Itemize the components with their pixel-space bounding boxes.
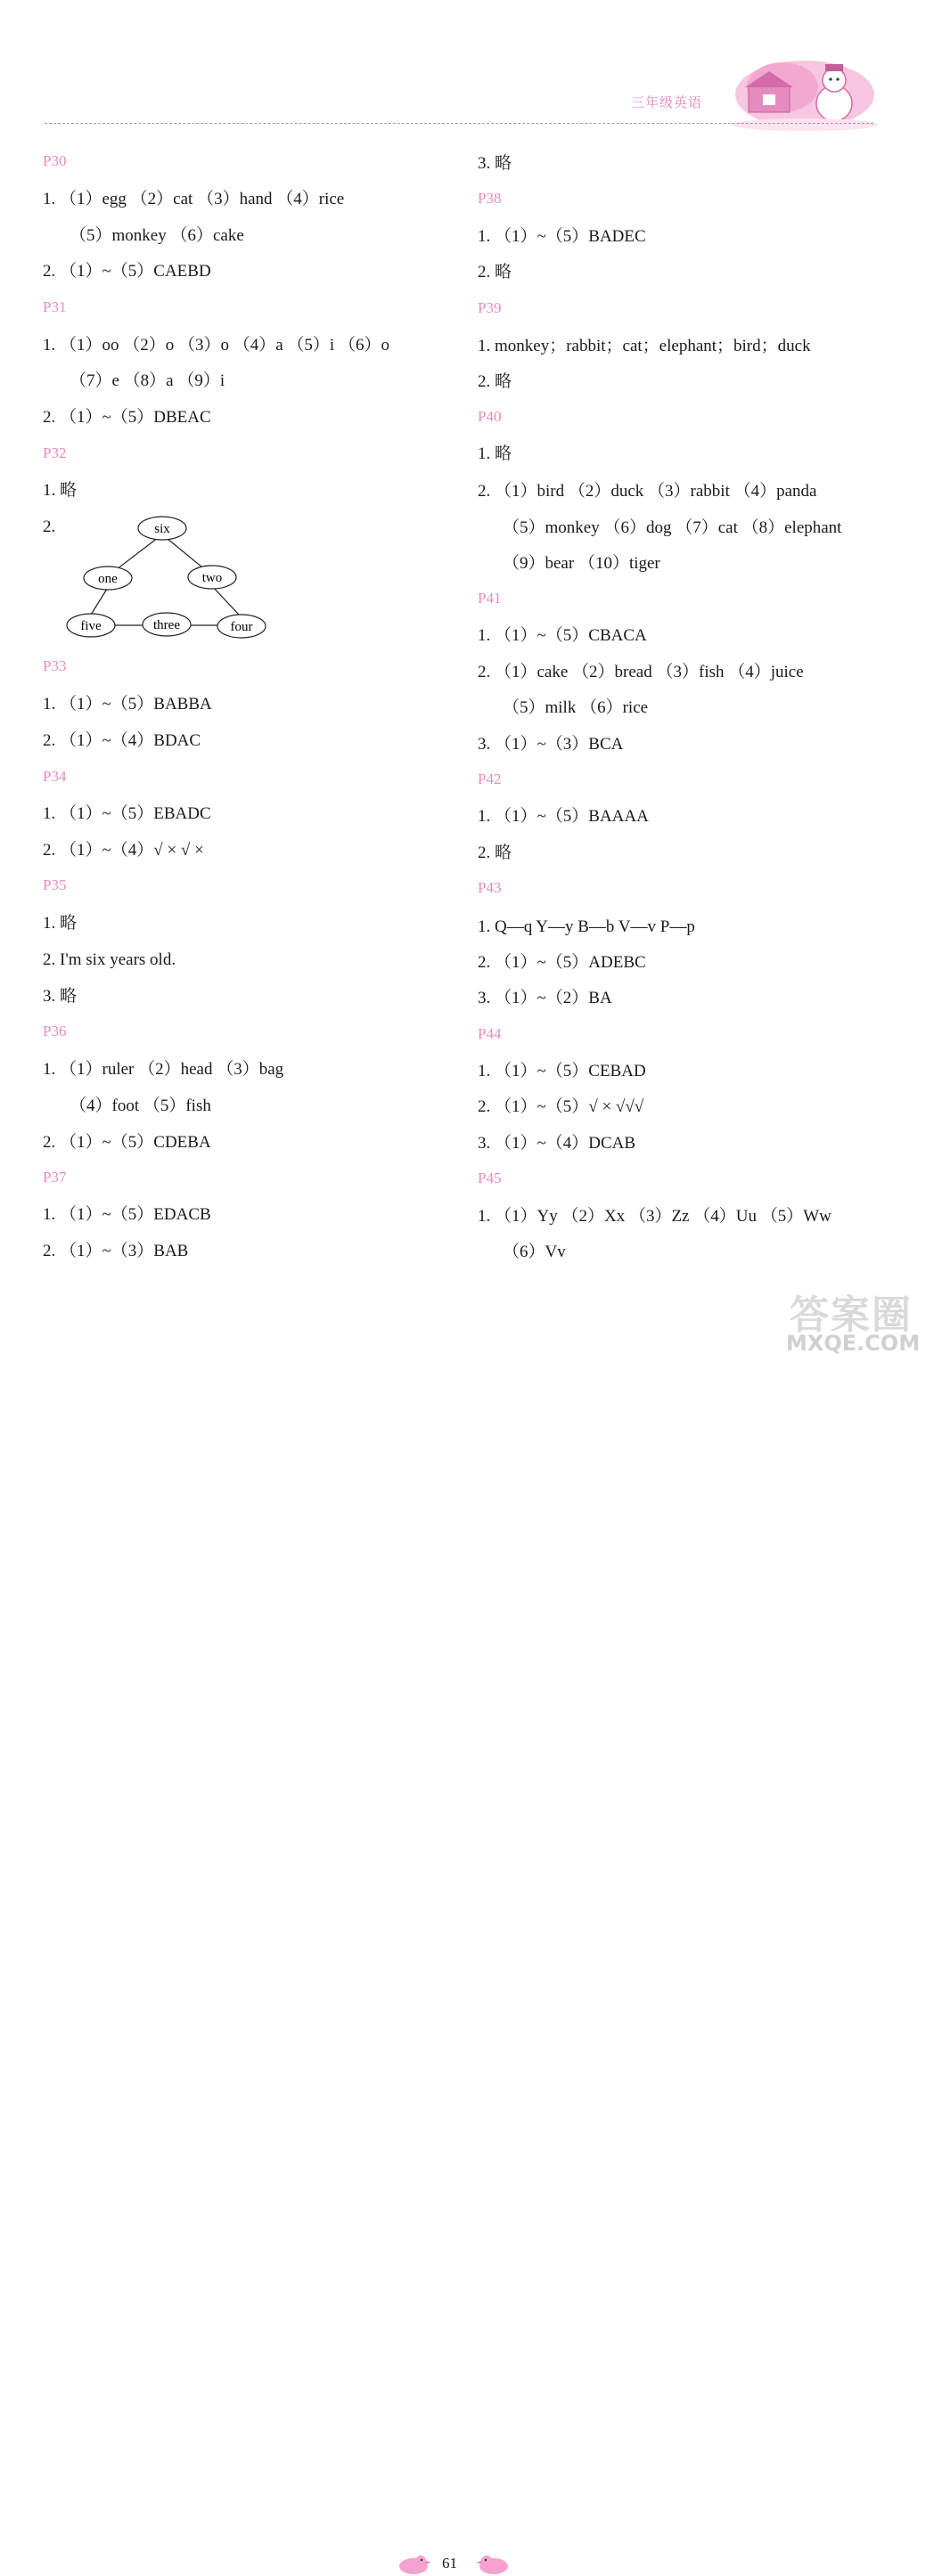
svg-text:one: one <box>98 572 118 586</box>
answer-line: （9）bear （10）tiger <box>503 554 660 573</box>
watermark-url: MXQE.COM <box>786 1331 921 1356</box>
answer-line: 2. （1）cake （2）bread （3）fish （4）juice <box>478 663 804 681</box>
page-section-label: P45 <box>478 1170 502 1186</box>
answer-line: 1. 略 <box>43 481 78 500</box>
snowman-house-illustration <box>729 52 881 132</box>
page-section-label: P36 <box>43 1023 67 1039</box>
answer-line: 2. （1）~（5）ADEBC <box>478 953 646 972</box>
page-section-label: P31 <box>43 298 67 315</box>
answer-line: 2. 略 <box>478 844 512 862</box>
page-section-label: P44 <box>478 1025 502 1042</box>
page-section-label: P34 <box>43 768 67 785</box>
answer-line: 1. monkey；rabbit；cat；elephant；bird；duck <box>478 337 811 355</box>
page-section-label: P40 <box>478 408 502 425</box>
answer-line: 2. （1）~（5）√ × √√√ <box>478 1097 644 1116</box>
answer-line: 1. （1）egg （2）cat （3）hand （4）rice <box>43 190 345 208</box>
answer-line: 3. （1）~（4）DCAB <box>478 1134 636 1153</box>
answer-line: （5）milk （6）rice <box>503 698 649 717</box>
answer-line: 2. （1）~（5）CAEBD <box>43 262 211 281</box>
answer-line: 3. 略 <box>43 987 78 1006</box>
watermark-text: 答案圈 <box>790 1292 913 1338</box>
book-title: 三年级英语 <box>631 94 703 110</box>
answer-line: 1. 略 <box>43 914 78 933</box>
answer-line: （4）foot （5）fish <box>70 1096 211 1115</box>
answer-line: 2. （1）bird （2）duck （3）rabbit （4）panda <box>478 482 817 501</box>
svg-text:three: three <box>153 618 180 632</box>
answer-line: 2. （1）~（4）BDAC <box>43 731 201 750</box>
svg-text:four: four <box>230 620 253 634</box>
svg-text:two: two <box>201 571 223 585</box>
answer-line: 2. I'm six years old. <box>43 950 176 969</box>
answer-line: 1. （1）~（5）CBACA <box>478 626 647 645</box>
site-watermark <box>784 1283 936 1357</box>
answer-line: 2. （1）~（4）√ × √ × <box>43 841 204 860</box>
answer-line: （6）Vv <box>503 1243 566 1261</box>
diagram-node-two <box>188 566 236 589</box>
page-section-label: P37 <box>43 1169 67 1186</box>
answer-line: 1. （1）oo （2）o （3）o （4）a （5）i （6）o <box>43 336 389 355</box>
svg-text:five: five <box>80 619 102 633</box>
answer-line: 1. （1）ruler （2）head （3）bag <box>43 1060 284 1079</box>
answer-line: 1. （1）~（5）BAAAA <box>478 807 649 826</box>
answer-line: 2. <box>43 518 56 536</box>
diagram-node-three <box>143 613 191 636</box>
page-section-label: P30 <box>43 152 67 169</box>
answer-line: 2. 略 <box>478 372 512 391</box>
answer-line: 3. 略 <box>478 154 512 173</box>
page-header <box>0 0 942 134</box>
number-triangle-diagram <box>64 515 271 641</box>
page-section-label: P32 <box>43 444 67 461</box>
answer-line: 2. （1）~（5）DBEAC <box>43 408 211 427</box>
answer-line: 1. （1）Yy （2）Xx （3）Zz （4）Uu （5）Ww <box>478 1207 831 1226</box>
diagram-node-one <box>84 567 132 590</box>
answer-line: 3. （1）~（3）BCA <box>478 735 624 754</box>
page-section-label: P35 <box>43 876 67 893</box>
answer-line: 1. （1）~（5）BABBA <box>43 695 212 713</box>
page-section-label: P38 <box>478 190 502 207</box>
page-section-label: P41 <box>478 590 502 607</box>
page-section-label: P42 <box>478 770 502 787</box>
answer-line: 1. （1）~（5）EBADC <box>43 804 211 823</box>
page-section-label: P33 <box>43 657 67 674</box>
answer-line: 1. 略 <box>478 444 512 463</box>
svg-text:six: six <box>154 522 170 536</box>
answer-line: 1. （1）~（5）BADEC <box>478 227 646 246</box>
page-number: 61 <box>442 2555 457 2572</box>
diagram-node-six <box>138 517 186 540</box>
answer-line: 3. （1）~（2）BA <box>478 989 612 1007</box>
answer-line: （5）monkey （6）dog （7）cat （8）elephant <box>503 518 842 537</box>
header-divider <box>45 123 873 124</box>
bird-icon <box>476 2553 513 2576</box>
answer-line: 1. Q—q Y—y B—b V—v P—p <box>478 917 695 936</box>
answer-line: （7）e （8）a （9）i <box>70 371 225 390</box>
bird-icon <box>394 2553 431 2576</box>
answer-line: 2. （1）~（3）BAB <box>43 1242 189 1260</box>
page-section-label: P43 <box>478 879 502 896</box>
answer-line: 2. （1）~（5）CDEBA <box>43 1133 211 1152</box>
diagram-node-five <box>67 614 115 637</box>
answer-line: 2. 略 <box>478 263 512 281</box>
page-section-label: P39 <box>478 299 502 316</box>
answer-line: 1. （1）~（5）CEBAD <box>478 1062 646 1080</box>
answer-line: （5）monkey （6）cake <box>70 226 244 245</box>
diagram-node-four <box>217 615 266 638</box>
answer-line: 1. （1）~（5）EDACB <box>43 1205 211 1224</box>
